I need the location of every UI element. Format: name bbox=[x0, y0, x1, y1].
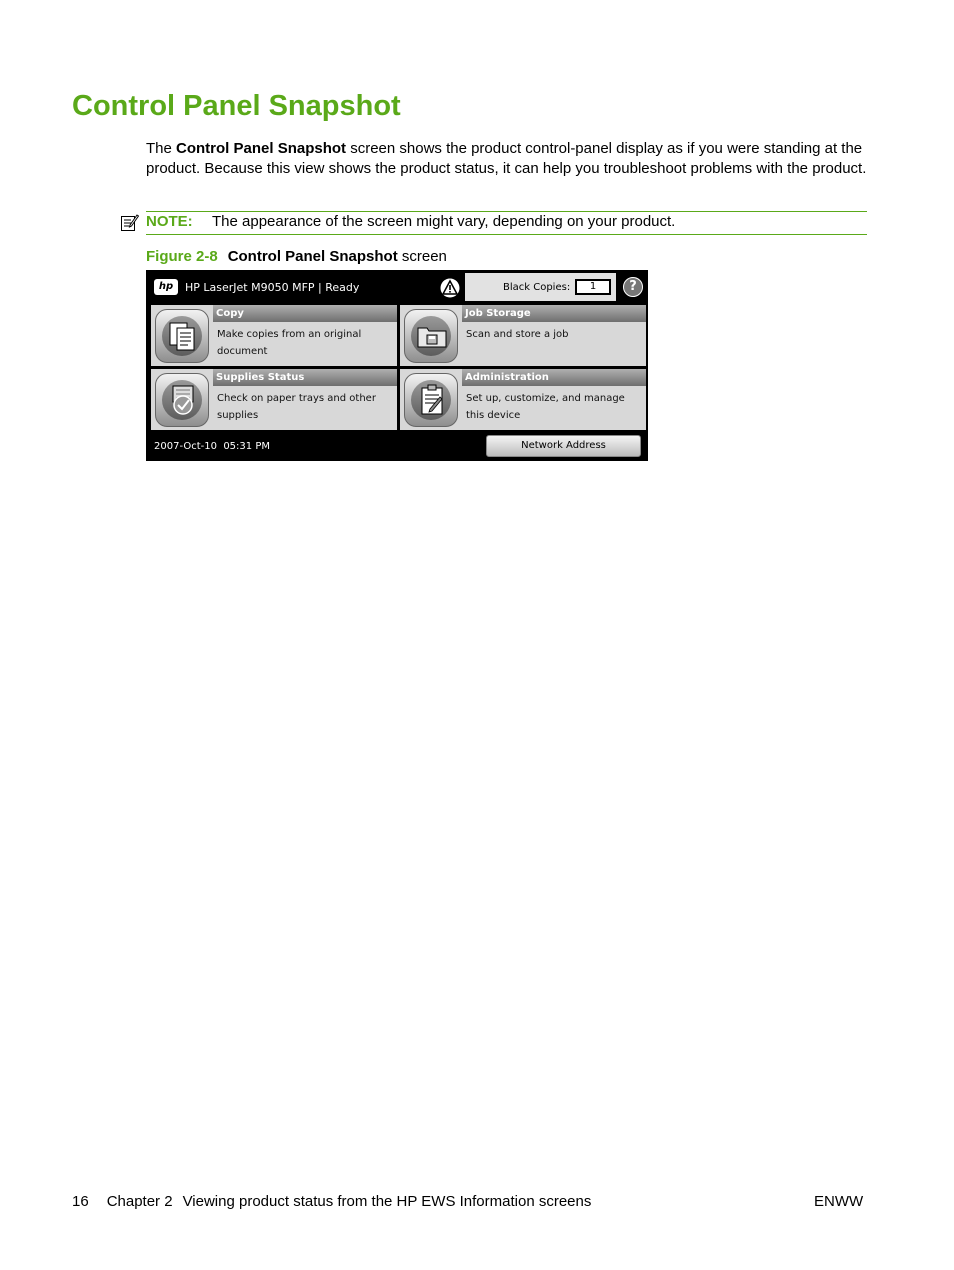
administration-description: Set up, customize, and manage this device bbox=[466, 393, 625, 421]
administration-tile[interactable] bbox=[400, 369, 646, 430]
note-box bbox=[120, 211, 867, 234]
supplies-status-title: Supplies Status bbox=[213, 369, 397, 386]
warning-icon[interactable] bbox=[439, 278, 461, 298]
page-number: 16 bbox=[72, 1193, 89, 1210]
figure-title-rest: screen bbox=[397, 248, 447, 265]
intro-after: screen shows the product control-panel display as if you were standing at the product. Because this view shows the product status, it can help you troubleshoot problems with the product. bbox=[146, 140, 867, 177]
footer-enww: ENWW bbox=[814, 1193, 864, 1210]
copy-title: Copy bbox=[213, 305, 397, 322]
note-rule-bottom bbox=[146, 234, 867, 235]
intro-paragraph bbox=[146, 139, 868, 178]
date-time: 2007-Oct-10 05:31 PM bbox=[154, 441, 270, 452]
figure-caption bbox=[146, 248, 447, 265]
job-storage-title: Job Storage bbox=[462, 305, 646, 322]
network-address-button[interactable]: Network Address bbox=[486, 435, 641, 457]
figure-title-bold: Control Panel Snapshot bbox=[227, 248, 398, 265]
administration-title: Administration bbox=[462, 369, 646, 386]
intro-bold: Control Panel Snapshot bbox=[176, 140, 347, 157]
page-title: Control Panel Snapshot bbox=[72, 90, 401, 122]
figure-number: Figure 2-8 bbox=[146, 248, 218, 265]
footer-chapter-title: Viewing product status from the HP EWS Information screens bbox=[182, 1193, 592, 1210]
page-footer bbox=[72, 1193, 591, 1210]
note-rule-top bbox=[146, 211, 867, 212]
panel-footer bbox=[146, 432, 648, 461]
folder-icon bbox=[404, 309, 458, 363]
hp-logo: hp bbox=[154, 279, 178, 295]
copies-field[interactable]: 1 bbox=[575, 279, 611, 295]
supplies-icon bbox=[155, 373, 209, 427]
note-label: NOTE: bbox=[146, 213, 193, 230]
clipboard-icon bbox=[404, 373, 458, 427]
note-icon bbox=[120, 213, 139, 232]
help-button[interactable] bbox=[620, 274, 646, 300]
job-storage-description: Scan and store a job bbox=[466, 329, 569, 340]
device-status: HP LaserJet M9050 MFP | Ready bbox=[185, 281, 360, 294]
supplies-status-tile[interactable] bbox=[151, 369, 397, 430]
copy-tile[interactable] bbox=[151, 305, 397, 366]
copy-description: Make copies from an original document bbox=[217, 329, 362, 357]
copies-label: Black Copies: bbox=[503, 282, 571, 293]
intro-before: The bbox=[146, 140, 177, 157]
supplies-status-description: Check on paper trays and other supplies bbox=[217, 393, 376, 421]
note-text: The appearance of the screen might vary, depending on your product. bbox=[212, 213, 676, 230]
footer-chapter: Chapter 2 bbox=[106, 1193, 173, 1210]
copies-area bbox=[465, 273, 616, 301]
control-panel-screenshot bbox=[146, 270, 648, 461]
help-icon: ? bbox=[623, 277, 643, 297]
job-storage-tile[interactable] bbox=[400, 305, 646, 366]
copy-icon bbox=[155, 309, 209, 363]
